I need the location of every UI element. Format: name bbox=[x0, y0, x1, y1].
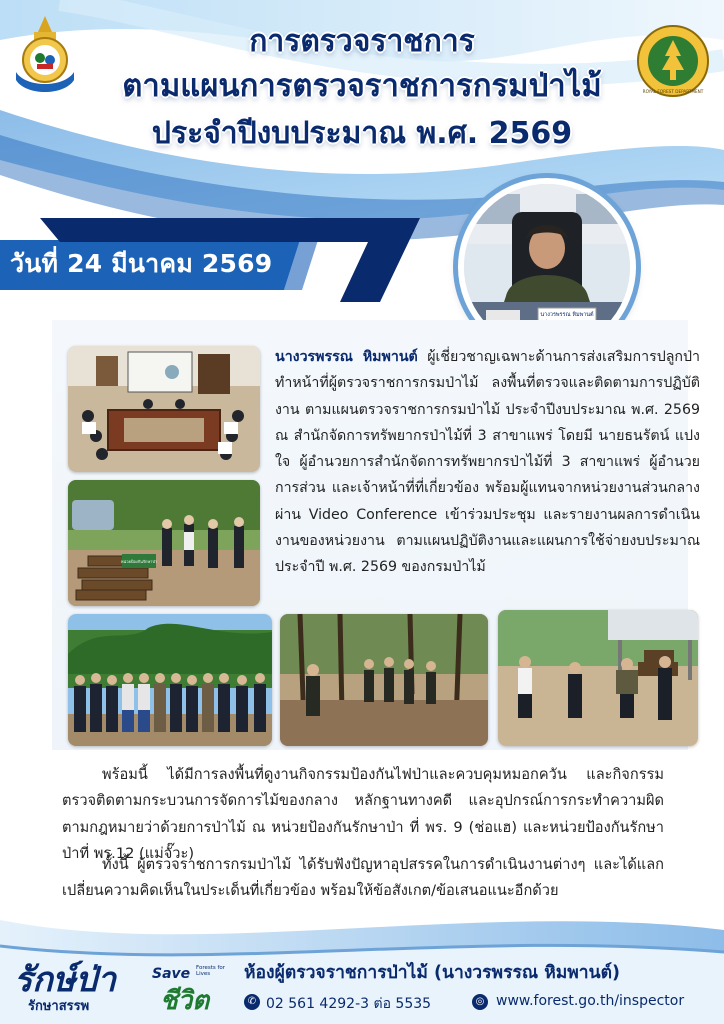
phone-icon: ✆ bbox=[244, 994, 260, 1010]
seal-text: ROYAL FOREST DEPARTMENT bbox=[642, 89, 704, 94]
ministry-emblem-logo bbox=[12, 14, 78, 100]
dry-forest-inspection-photo bbox=[280, 614, 488, 746]
slogan-rak-pa: รักษ์ป่า bbox=[14, 960, 116, 1000]
slogan-subtitle: รักษาสรรพ bbox=[28, 999, 90, 1014]
unit-sign-text: หน่วยป้องกันรักษาป่า bbox=[120, 559, 158, 564]
body-paragraph-1-text: ผู้เชี่ยวชาญเฉพาะด้านการส่งเสริมการปลูกป่า ทำหน้าที่ผู้ตรวจราชการกรมป่าไม้ ลงพื้นที่ตรวจและติดตามการปฏิบัติงาน ตามแผนตรวจราชการกรมป่าไม้ ประจำปีงบประมาณ พ.ศ. 2569 ณ สำนักจัดการทรัพยากรป่าไม้ที่ 3 สาขาแพร่ โดยมี นายธนรัตน์ แปงใจ ผู้อำนวยการสำนักจัดการทรัพยากรป่าไม้ที่ 3 สาขาแพร่ ผู้อำนวยการส่วน และเจ้าหน้าที่ที่เกี่ยวข้อง พร้อมผู้แทนจากหน่วยงานส่วนกลางผ่าน Video Conference เข้าร่วมประชุม และรายงานผลการดำเนินงานของหน่วยงาน ตามแผนปฏิบัติงานและแผนการใช้จ่ายงบประมาณ ประจำปี พ.ศ. 2569 ของกรมป่าไม้ bbox=[275, 349, 700, 576]
title-line-2: ตามแผนการตรวจราชการกรมป่าไม้ bbox=[122, 68, 602, 104]
title-line-3: ประจำปีงบประมาณ พ.ศ. 2569 bbox=[151, 116, 573, 151]
slogan-save: Save bbox=[152, 966, 191, 982]
body-paragraph-3: ทั้งนี้ ผู้ตรวจราชการกรมป่าไม้ ได้รับฟังปัญหาอุปสรรคในการดำเนินงานต่างๆ และได้แลกเปลี่ยนความคิดเห็นในประเด็นที่เกี่ยวข้อง พร้อมให้ข้อสังเกต/ข้อเสนอแนะอีกด้วย bbox=[62, 856, 664, 900]
event-date: วันที่ 24 มีนาคม 2569 bbox=[10, 249, 273, 278]
slogan-forests-for-lives: Forests for Lives bbox=[196, 965, 226, 977]
title-line-1: การตรวจราชการ bbox=[249, 24, 475, 59]
phone-number: 02 561 4292-3 ต่อ 5535 bbox=[266, 996, 432, 1012]
body-paragraph-1 bbox=[275, 344, 700, 581]
site-visit-photo bbox=[498, 610, 698, 746]
meeting-room-photo bbox=[68, 346, 260, 472]
inspector-name: นางวรพรรณ หิมพานต์ bbox=[275, 349, 418, 365]
royal-forest-department-seal-logo bbox=[636, 24, 710, 98]
office-name: ห้องผู้ตรวจราชการป่าไม้ (นางวรพรรณ หิมพานต์) bbox=[244, 963, 620, 983]
body-paragraph-2: พร้อมนี้ ได้มีการลงพื้นที่ดูงานกิจกรรมป้องกันไฟป่าและควบคุมหมอกควัน และกิจกรรมตรวจติดตามกระบวนการจัดการไม้ของกลาง หลักฐานทางคดี และอุปกรณ์การกระทำความผิดตามกฎหมายว่าด้วยการป่าไม้ ณ หน่วยป้องกันรักษาป่า ที่ พร. 9 (ช่อแฮ) และหน่วยป้องกันรักษาป่าที่ พร.12 (แม่จั๊วะ) bbox=[62, 766, 664, 863]
nameplate-name: นางวรพรรณ หิมพานต์ bbox=[540, 312, 594, 318]
slogan-chiwit: ชีวิต bbox=[160, 986, 210, 1016]
website-link[interactable]: www.forest.go.th/inspector bbox=[496, 993, 685, 1009]
group-photo bbox=[68, 614, 272, 746]
globe-icon: ◎ bbox=[472, 994, 488, 1010]
forest-protection-unit-photo bbox=[68, 480, 260, 606]
